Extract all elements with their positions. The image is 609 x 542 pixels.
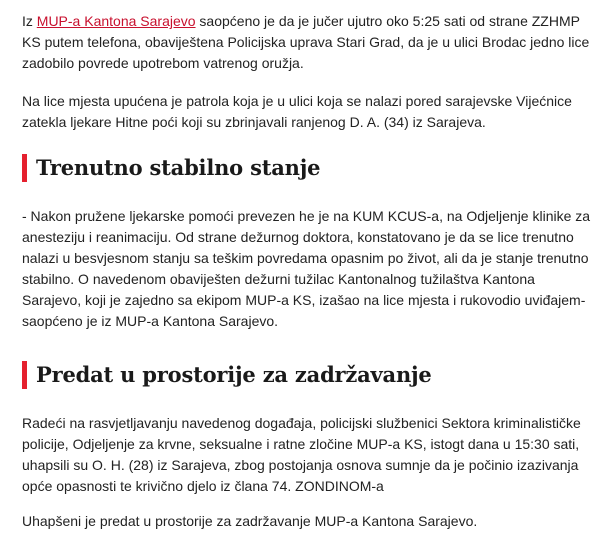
section-heading-detention bbox=[22, 361, 432, 389]
heading-title: Predat u prostorije za zadržavanje bbox=[36, 362, 432, 387]
paragraph-intro bbox=[22, 11, 592, 74]
paragraph-patrol: Na lice mjesta upućena je patrola koja je u ulici koja se nalazi pored sarajevske Vijećnice zatekla ljekare Hitne poći koji su zbrinjavali ranjenog D. A. (34) iz Sarajeva. bbox=[22, 93, 572, 130]
intro-suffix: saopćeno je da je jučer ujutro oko 5:25 sati od strane ZZHMP KS putem telefona, obaviještena Policijska uprava Stari Grad, da je u ulici Brodac jedno lice zadobilo povrede upotrebom vatrenog oružja. bbox=[22, 13, 590, 71]
intro-prefix: Iz bbox=[22, 13, 37, 29]
section-heading-stable bbox=[22, 154, 320, 182]
paragraph-arrest: Radeći na rasvjetljavanju navedenog događaja, policijski službenici Sektora kriminalističke policije, Odjeljenje za krvne, seksualne i ratne zločine MUP-a KS, istogt dana u 15:30 sati, uhapsili su O. H. (28) iz Sarajeva, zbog postojanja osnova sumnje da je počinio izazivanja opće opasnosti te krivično djelo iz člana 74. ZONDINOM-a bbox=[22, 415, 581, 494]
paragraph-detention: Uhapšeni je predat u prostorije za zadržavanje MUP-a Kantona Sarajevo. bbox=[22, 513, 478, 529]
heading-accent-bar bbox=[22, 154, 27, 182]
paragraph-medical: - Nakon pružene ljekarske pomoći prevezen he je na KUM KCUS-a, na Odjeljenje klinike za anesteziju i reanimaciju. Od strane dežurnog doktora, konstatovano je da se lice trenutno nalazi u besvjesnom stanju sa teškim povredama opasnim po život, ali da je stanje trenutno stabilno. O navedenom obaviješten dežurni tužilac Kantonalnog tužilaštva Kantona Sarajevo, koji je zajedno sa ekipom MUP-a KS, izašao na lice mjesta i rukovodio uviđajem- saopćeno je iz MUP-a Kantona Sarajevo. bbox=[22, 208, 591, 329]
heading-accent-bar bbox=[22, 361, 27, 389]
mup-ks-link[interactable]: MUP-a Kantona Sarajevo bbox=[36, 13, 196, 29]
heading-title: Trenutno stabilno stanje bbox=[36, 155, 321, 180]
